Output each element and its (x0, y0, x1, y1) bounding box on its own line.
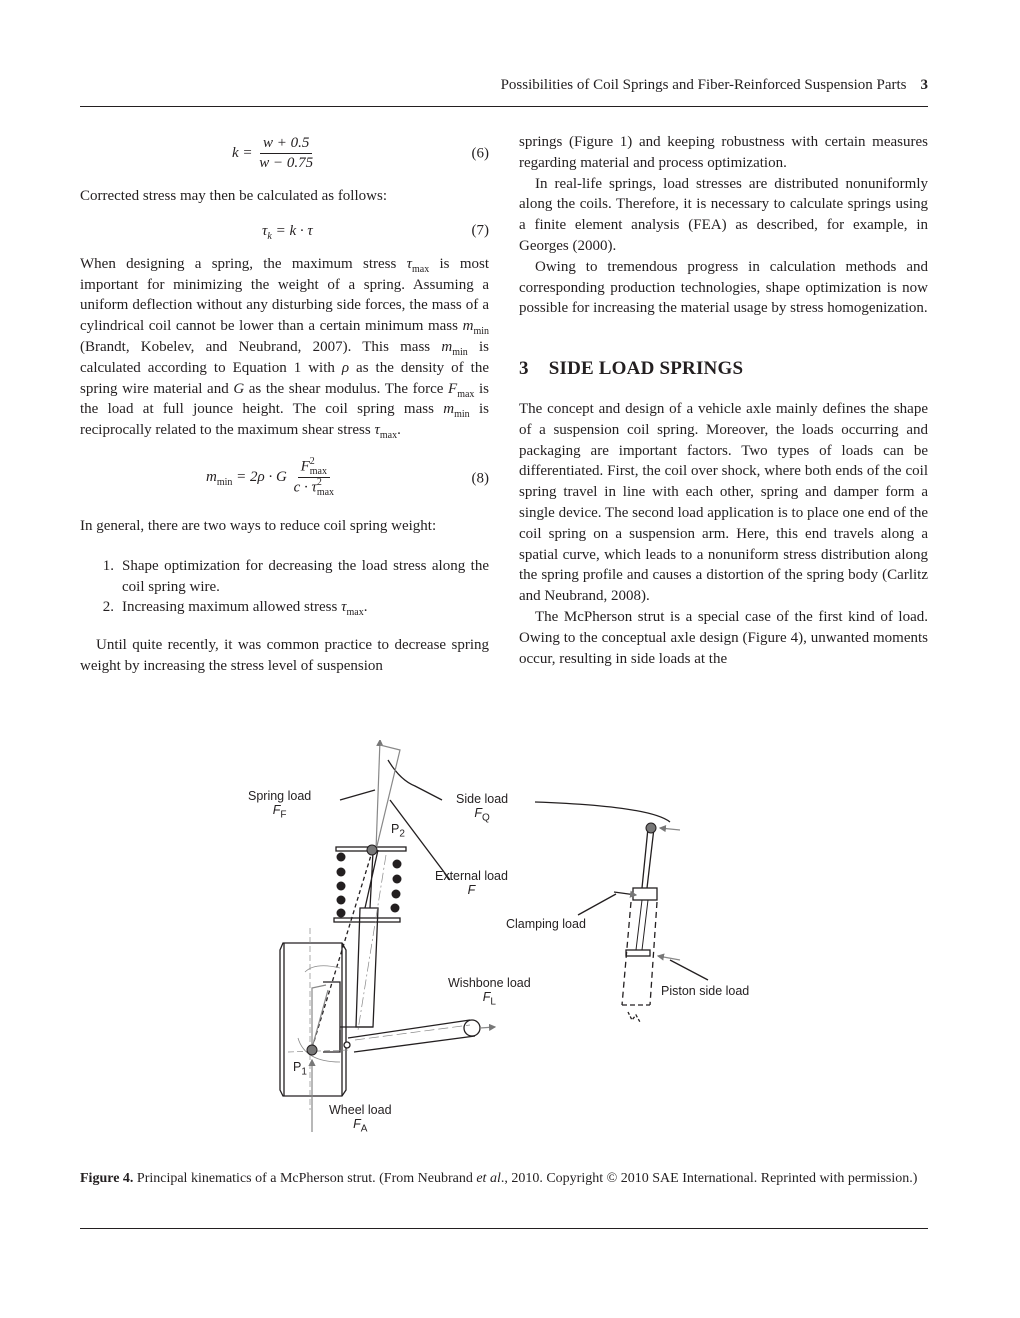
figure-4 (240, 740, 760, 1160)
list-item (80, 597, 489, 618)
list-text: Increasing maximum allowed stress $\tau_{max}$. (122, 599, 368, 619)
paragraph-design: When designing a spring, the maximum stress $\tau_{max}$ is most important for minimizing the weight of a spring. Assuming a uniform deflection without any disturbing side forces, the mass of a cylindrical coil cannot be lower than a certain minimum mass $m_{min}$ (Brandt, Kobelev, and Neubrand, 2007). This mass $m_{min}$ is calculated according to Equation 1 with ρ as the density of the spring wire material and G as the shear modulus. The force $F_{max}$ is the load at full jounce height. The coil spring mass $m_{min}$ is reciprocally related to the maximum shear stress $\tau_{max}$. (80, 255, 489, 442)
equation-6 (80, 132, 489, 176)
eq6-number: (6) (471, 145, 489, 162)
section-number: 3 (519, 358, 529, 380)
point-p2 (367, 845, 377, 855)
label-external-load: External load F (435, 869, 508, 897)
eq6-denominator: w − 0.75 (259, 155, 314, 171)
eq8-num-F: F (300, 458, 310, 475)
equation-7 (80, 217, 489, 245)
paragraph-real-life: In real-life springs, load stresses are distributed nonuniformly along the coils. Therefore, it is necessary to calculate springs using a finite element analysis (FEA) as described, for example, in Georges (2000). (519, 175, 928, 254)
label-wishbone-load: Wishbone load $F_L$ (448, 976, 531, 1008)
eq6-numerator: w + 0.5 (260, 134, 312, 154)
paragraph-continued: springs (Figure 1) and keeping robustness with certain measures regarding material and process optimization. (519, 134, 928, 171)
header-rule (80, 106, 928, 107)
eq8-msub: min (216, 476, 233, 488)
eq8-den: c · τ (293, 479, 317, 496)
running-title: Possibilities of Coil Springs and Fiber-Reinforced Suspension Parts (500, 77, 907, 93)
paragraph-general: In general, there are two ways to reduce coil spring weight: (80, 517, 437, 534)
eq8-num-sub: max (309, 465, 327, 477)
eq7-rhs: = k · τ (271, 222, 313, 239)
footer-rule (80, 1228, 928, 1229)
running-header (80, 77, 928, 94)
paragraph-until: Until quite recently, it was common practice to decrease spring weight by increasing the stress level of suspension (80, 637, 489, 674)
eq7-tau: τ (262, 222, 268, 239)
strut-top-point (646, 823, 656, 833)
eq8-mid: = 2ρ · G (232, 468, 287, 485)
point-p1 (307, 1045, 317, 1055)
label-p2: $P_2$ (391, 822, 405, 840)
left-column (80, 132, 489, 677)
label-side-load: Side load $F_Q$ (456, 792, 509, 824)
right-column (519, 132, 928, 669)
list-number: 1. (102, 557, 114, 574)
label-wheel-load: Wheel load $F_A$ (329, 1103, 392, 1135)
eq7-sub: k (267, 230, 272, 242)
list-item (80, 556, 489, 598)
list-number: 2. (102, 599, 114, 616)
eq6-lhs: k = (232, 144, 253, 161)
label-p1: $P_1$ (293, 1060, 307, 1078)
eq7-number: (7) (471, 222, 489, 239)
paragraph-owing: Owing to tremendous progress in calculation methods and corresponding production technologies, shape optimization is now possible for increasing the material usage by stress homogenization. (519, 258, 928, 317)
figure-caption: Figure 4. Principal kinematics of a McPherson strut. (From Neubrand et al., 2010. Copyright © 2010 SAE International. Reprinted with permission.) (80, 1171, 918, 1186)
caption-label: Figure 4. (80, 1171, 134, 1186)
paragraph-concept: The concept and design of a vehicle axle mainly defines the shape of a suspension coil spring. Moreover, the loads occurring and packaging are important factors. Two types of loads can be differentiated. First, the coil over shock, where both ends of the coil spring travel in line with each other, spring and damper form a single device. The second load application is to place one end of the coil spring on a suspension arm. Here, this end travels along a spatial curve, which leads to a nonuniform stress distribution along the spring profile and causes a distortion of the spring body (Carlitz and Neubrand, 2008). (519, 400, 928, 605)
list-text: Shape optimization for decreasing the load stress along the coil spring wire. (122, 557, 489, 595)
label-clamping-load: Clamping load (506, 917, 586, 931)
label-piston-side-load: Piston side load (661, 984, 750, 998)
eq8-number: (8) (471, 470, 489, 487)
section-heading (519, 359, 928, 380)
eq8-m: m (206, 468, 217, 485)
eq8-den-sub: max (316, 486, 335, 498)
page-number: 3 (920, 77, 928, 93)
eq8-num-sup: 2 (309, 455, 315, 467)
section-title: SIDE LOAD SPRINGS (548, 358, 744, 380)
paragraph-mcpherson: The McPherson strut is a special case of the first kind of load. Owing to the conceptual axle design (Figure 4), unwanted moments occur, resulting in side loads at the (519, 608, 928, 667)
equation-8 (80, 451, 489, 507)
label-spring-load: Spring load $F_F$ (248, 789, 312, 821)
numbered-list (80, 556, 489, 618)
eq8-den-sup: 2 (316, 476, 322, 488)
paragraph-corrected: Corrected stress may then be calculated as follows: (80, 188, 387, 204)
